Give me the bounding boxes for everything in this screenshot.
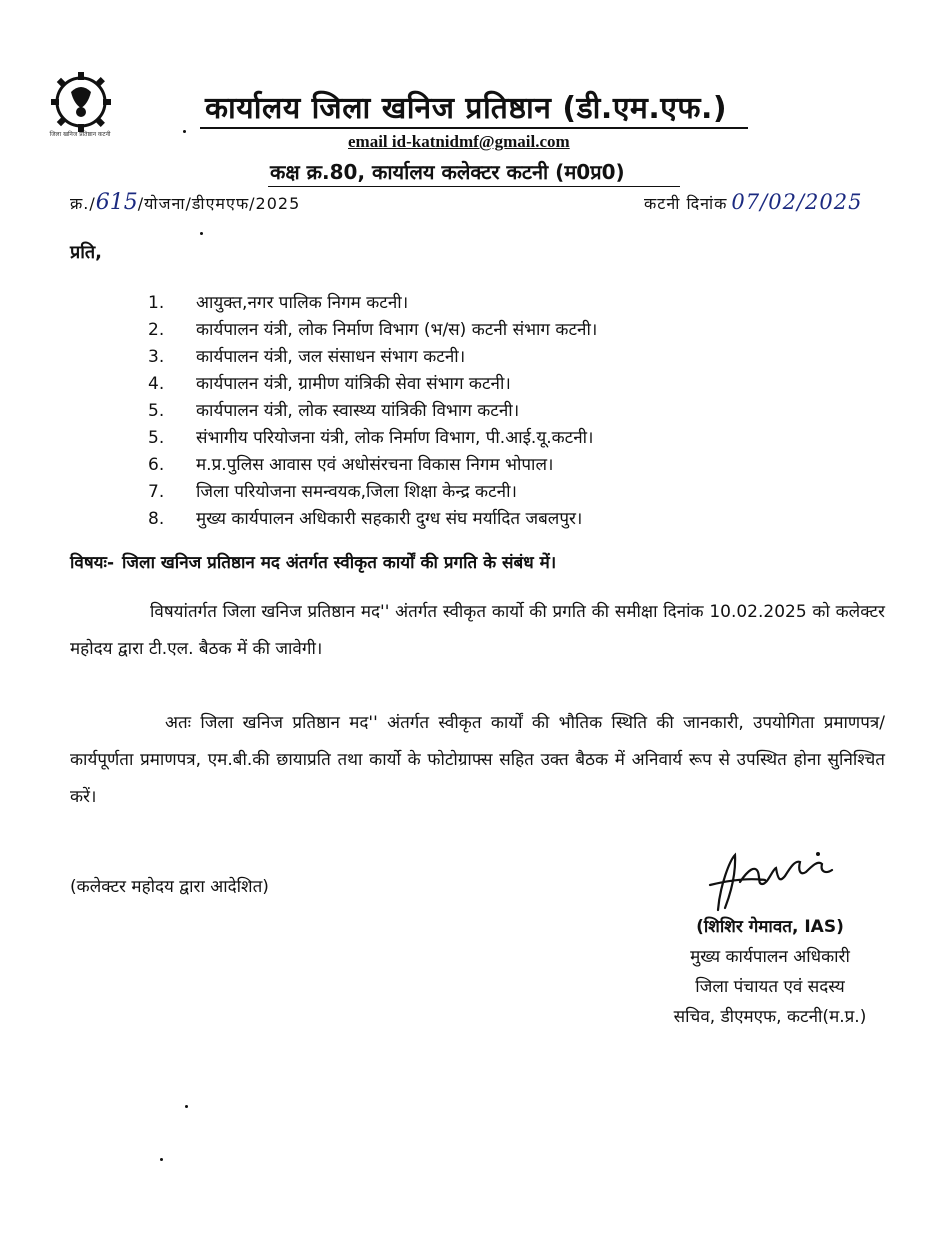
logo-caption: जिला खनिज प्रतिष्ठान कटनी <box>49 131 111 138</box>
recipient-text: जिला परियोजना समन्वयक,जिला शिक्षा केन्द्र कटनी। <box>196 482 517 502</box>
recipient-number: 6. <box>148 455 165 475</box>
scan-speck <box>185 1105 188 1108</box>
scan-speck <box>200 232 203 235</box>
list-item <box>148 371 597 398</box>
list-item <box>148 398 597 425</box>
recipient-text: कार्यपालन यंत्री, लोक स्वास्थ्य यांत्रिकी विभाग कटनी। <box>196 401 520 421</box>
list-item <box>148 344 597 371</box>
list-item <box>148 317 597 344</box>
date-handwritten-value: 07/02/2025 <box>731 190 863 214</box>
office-title: कार्यालय जिला खनिज प्रतिष्ठान (डी.एम.एफ.) <box>205 91 728 126</box>
recipient-text: म.प्र.पुलिस आवास एवं अधोसंरचना विकास निगम भोपाल। <box>196 455 554 475</box>
signature-scribble-icon <box>700 840 860 920</box>
recipient-number: 2. <box>148 320 165 340</box>
recipient-number: 7. <box>148 482 165 502</box>
recipient-number: 5. <box>148 428 165 448</box>
title-divider <box>200 127 748 129</box>
list-item <box>148 452 597 479</box>
signatory-name: (शिशिर गेमावत, IAS) <box>696 917 844 937</box>
recipient-number: 1. <box>148 293 165 313</box>
recipient-text: मुख्य कार्यपालन अधिकारी सहकारी दुग्ध संघ मर्यादित जबलपुर। <box>196 509 583 529</box>
reference-number <box>70 190 300 215</box>
order-note: (कलेक्टर महोदय द्वारा आदेशित) <box>70 877 269 897</box>
list-item <box>148 290 597 317</box>
signatory-designation: मुख्य कार्यपालन अधिकारी <box>690 947 850 967</box>
subject-label: विषयः- <box>70 553 115 573</box>
date-label: कटनी दिनांक <box>644 194 728 213</box>
recipient-number: 8. <box>148 509 165 529</box>
ref-handwritten-number: 615 <box>95 190 138 215</box>
subject-line <box>70 550 556 573</box>
gear-emblem-icon <box>36 66 126 136</box>
scan-speck <box>160 1158 163 1161</box>
office-email: email id-katnidmf@gmail.com <box>348 132 570 151</box>
list-item <box>148 479 597 506</box>
ref-prefix: क्र./ <box>70 194 96 213</box>
address-divider <box>268 186 680 187</box>
recipient-text: कार्यपालन यंत्री, ग्रामीण यांत्रिकी सेवा संभाग कटनी। <box>196 374 511 394</box>
handwritten-signature <box>700 840 860 920</box>
body-paragraph-2: अतः जिला खनिज प्रतिष्ठान मद'' अंतर्गत स्वीकृत कार्यों की भौतिक स्थिति की जानकारी, उपयोगिता प्रमाणपत्र/कार्यपूर्णता प्रमाणपत्र, एम.बी.की छायाप्रति तथा कार्यो के फोटोग्राफ्स सहित उक्त बैठक में अनिवार्य रूप से उपस्थित होना सुनिश्चित करें। <box>70 713 885 807</box>
recipient-text: आयुक्त,नगर पालिक निगम कटनी। <box>196 293 409 313</box>
recipient-list <box>148 290 597 533</box>
recipient-text: कार्यपालन यंत्री, जल संसाधन संभाग कटनी। <box>196 347 466 367</box>
salutation: प्रति, <box>70 242 103 263</box>
subject-text: जिला खनिज प्रतिष्ठान मद अंतर्गत स्वीकृत कार्यों की प्रगति के संबंध में। <box>122 553 557 573</box>
recipient-text: संभागीय परियोजना यंत्री, लोक निर्माण विभाग, पी.आई.यू.कटनी। <box>196 428 594 448</box>
recipient-number: 4. <box>148 374 165 394</box>
letter-date <box>644 190 862 214</box>
signatory-designation: सचिव, डीएमएफ, कटनी(म.प्र.) <box>673 1007 867 1027</box>
list-item <box>148 425 597 452</box>
recipient-text: कार्यपालन यंत्री, लोक निर्माण विभाग (भ/स) कटनी संभाग कटनी। <box>196 320 598 340</box>
recipient-number: 3. <box>148 347 165 367</box>
list-item <box>148 506 597 533</box>
signatory-designation: जिला पंचायत एवं सदस्य <box>695 977 845 997</box>
body-paragraph-1: विषयांतर्गत जिला खनिज प्रतिष्ठान मद'' अंतर्गत स्वीकृत कार्यो की प्रगति की समीक्षा दिनांक 10.02.2025 को कलेक्टर महोदय द्वारा टी.एल. बैठक में की जावेगी। <box>70 602 885 659</box>
recipient-number: 5. <box>148 401 165 421</box>
scan-speck <box>183 130 186 133</box>
office-address: कक्ष क्र.80, कार्यालय कलेक्टर कटनी (म0प्र0) <box>270 160 625 184</box>
ref-suffix: /योजना/डीएमएफ/2025 <box>137 194 301 213</box>
signatory-block <box>640 912 900 1032</box>
